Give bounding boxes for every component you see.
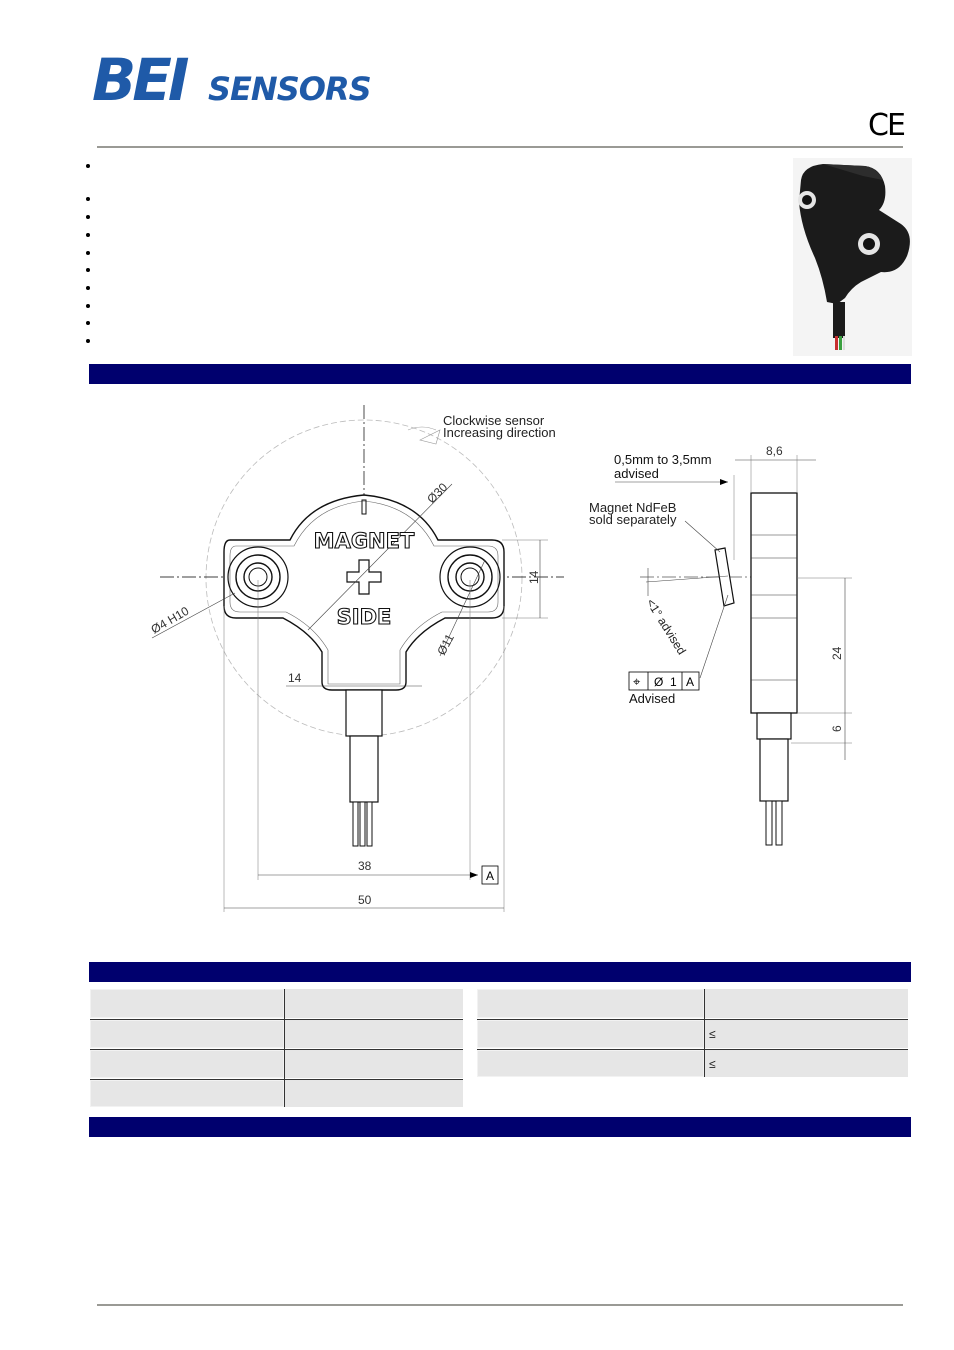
- magnet-note-line2: sold separately: [589, 512, 677, 527]
- rotation-note-line1: Clockwise sensor: [443, 413, 545, 428]
- fcf-datum: A: [686, 675, 695, 689]
- dim-height-14: 14: [527, 570, 541, 584]
- front-view: [152, 405, 564, 912]
- table-cell: [477, 1020, 704, 1048]
- section-bar-dimensions: [89, 364, 911, 384]
- logo-bei-text: BEI: [92, 46, 186, 114]
- table-cell: [477, 1050, 704, 1077]
- section-bar-lower: [89, 1117, 911, 1137]
- ce-mark: CE: [868, 108, 904, 143]
- gap-note-line1: 0,5mm to 3,5mm: [614, 452, 712, 467]
- table-cell: [705, 989, 908, 1018]
- dim-hole-callout: Ø4 H10: [148, 603, 192, 637]
- tilt-note: <1° advised: [643, 596, 689, 658]
- list-item-bullet: [84, 162, 92, 170]
- dim-boss-diameter: Ø11: [434, 631, 457, 658]
- list-item-bullet: [84, 302, 92, 310]
- list-item-bullet: [84, 337, 92, 345]
- footer-rule: [97, 1304, 903, 1306]
- table-cell: [90, 1020, 284, 1048]
- table-cell: [705, 1050, 908, 1077]
- dim-6: 6: [830, 725, 844, 732]
- magnet-label: MAGNET: [313, 529, 415, 553]
- dim-50: 50: [358, 893, 372, 907]
- list-item-bullet: [84, 284, 92, 292]
- dim-38: 38: [358, 859, 372, 873]
- logo-sensors-text: SENSORS: [208, 70, 371, 108]
- bei-sensors-logo: [92, 46, 392, 114]
- list-item-bullet: [84, 231, 92, 239]
- list-item-bullet: [84, 195, 92, 203]
- fcf-note: Advised: [629, 691, 676, 706]
- list-item-bullet: [84, 319, 92, 327]
- fcf-position-symbol: ⌖: [633, 674, 641, 689]
- table-cell: [90, 989, 284, 1018]
- table-cell: [90, 1080, 284, 1107]
- section-bar-specifications: [89, 962, 911, 982]
- dim-outer-diameter: Ø30: [424, 480, 451, 507]
- dim-stem-14: 14: [288, 671, 302, 685]
- datum-a: A: [486, 869, 495, 883]
- dim-thickness: 8,6: [766, 444, 783, 458]
- header-rule: [97, 146, 903, 148]
- fcf-value: 1: [670, 675, 677, 689]
- table-cell: [90, 1050, 284, 1078]
- side-label: SIDE: [336, 605, 392, 629]
- dimension-drawing: [140, 400, 880, 920]
- table-cell: [285, 1050, 463, 1078]
- le-symbol: ≤: [709, 1057, 716, 1071]
- table-cell: [285, 989, 463, 1018]
- list-item-bullet: [84, 213, 92, 221]
- product-photo: [793, 158, 912, 356]
- list-item-bullet: [84, 266, 92, 274]
- table-cell: [705, 1020, 908, 1048]
- fcf-diameter: Ø: [654, 675, 664, 689]
- table-cell: [285, 1020, 463, 1048]
- list-item-bullet: [84, 249, 92, 257]
- le-symbol: ≤: [709, 1027, 716, 1041]
- table-cell: [477, 989, 704, 1018]
- rotation-note-line2: Increasing direction: [443, 425, 556, 440]
- dim-24: 24: [830, 646, 844, 660]
- magnet-note-line1: Magnet NdFeB: [589, 500, 677, 515]
- gap-note-line2: advised: [614, 466, 659, 481]
- table-cell: [285, 1080, 463, 1107]
